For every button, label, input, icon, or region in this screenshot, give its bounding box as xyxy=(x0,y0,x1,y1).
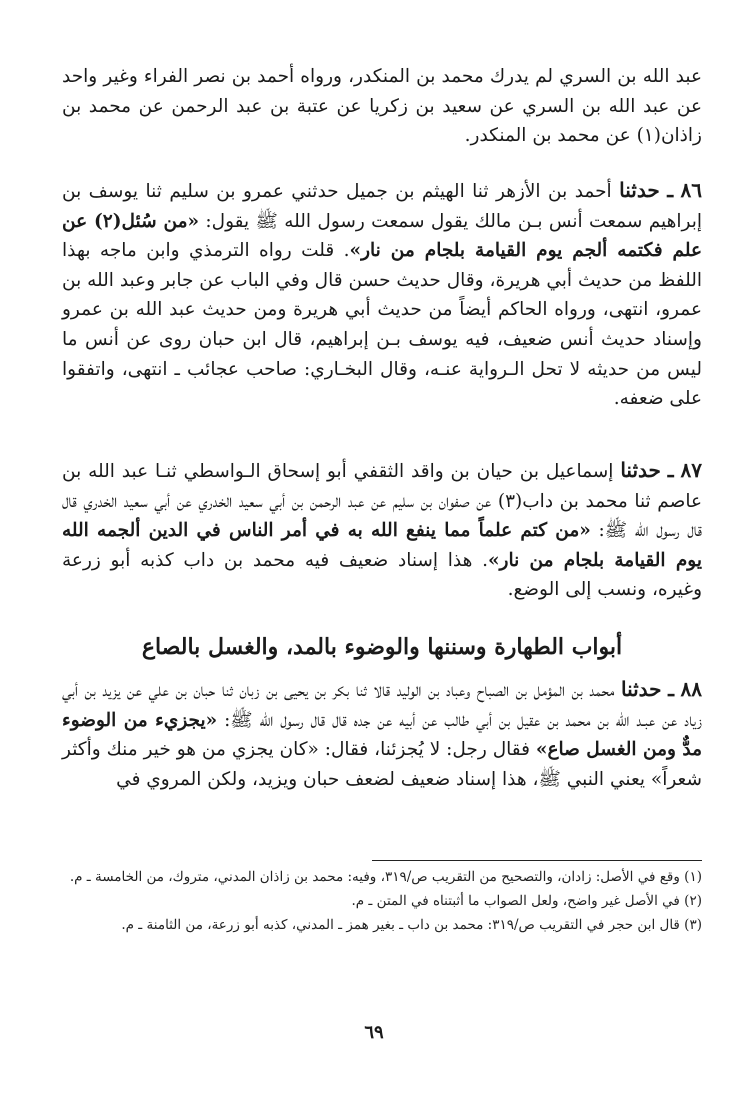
hadith-87-chain: إسماعيل بن حيان بن واقد الثقفي أبو إسحاق الـواسطي ثنـا عبد الله بن عاصم ثنا محمد بن داب(٣) عن صفوان بن سليم عن عبد الرحمن بن أبي سعيد الخدري عن أبي سعيد الخدري قال قال رسول الله ﷺ: xyxy=(62,461,702,542)
footnotes xyxy=(62,866,702,938)
hadith-87-dash: ـ xyxy=(667,458,674,482)
hadith-86-number: ٨٦ xyxy=(680,178,703,202)
intro-paragraph xyxy=(62,62,702,151)
hadith-88-chain: محمد بن المؤمل بن الصباح وعباد بن الوليد قالا ثنا بكر بن يحيى بن زبان ثنا حبان بن علي عن يزيد بن أبي زياد عن عبـد الله بن محمد بن عقيل بن أبي طالب عن أبيه عن جده قال قال رسول الله ﷺ: xyxy=(62,680,702,731)
page-number: ٦٩ xyxy=(364,1022,384,1043)
hadith-87-label: حدثنا xyxy=(620,458,661,482)
hadith-87-text xyxy=(62,456,702,605)
hadith-86-chain: أحمد بن الأزهر ثنا الهيثم بن جميل حدثني عمرو بن سليم ثنا يوسف بن إبراهيم سمعت أنس بـن مالك يقول سمعت رسول الله ﷺ يقول: xyxy=(62,181,702,232)
hadith-87-commentary: . هذا إسناد ضعيف فيه محمد بن داب كذبه أبو زرعة وغيره، ونسب إلى الوضع. xyxy=(62,549,702,601)
hadith-86-quote: «من سُئل(٢) عن علم فكتمه ألجم يوم القيامة بلجام من نار» xyxy=(62,210,702,262)
hadith-88 xyxy=(62,675,702,794)
section-heading: أبواب الطهارة وسننها والوضوء بالمد، والغسل بالصاع xyxy=(141,634,623,660)
hadith-88-label: حدثنا xyxy=(620,677,662,701)
hadith-88-commentary: فقال رجل: لا يُجزئنا، فقال: «كان يجزي من هو خير منك وأكثر شعراً» يعني النبي ﷺ، هذا إسناد ضعيف لضعف حبان ويزيد، ولكن المروي في xyxy=(62,739,702,790)
hadith-86-dash: ـ xyxy=(667,178,674,202)
hadith-87 xyxy=(62,456,702,605)
hadith-88-number: ٨٨ xyxy=(680,677,702,701)
footnote-2: (٢) في الأصل غير واضح، ولعل الصواب ما أثبتناه في المتن ـ م. xyxy=(351,893,702,909)
footnote-1: (١) وقع في الأصل: زادان، والتصحيح من التقريب ص/٣١٩، وفيه: محمد بن زاذان المدني، متروك، من الخامسة ـ م. xyxy=(69,869,702,885)
hadith-86 xyxy=(62,176,702,414)
hadith-86-label: حدثنا xyxy=(619,178,660,202)
intro-text: عبد الله بن السري لم يدرك محمد بن المنكدر، ورواه أحمد بن نصر الفراء وغير واحد عن عبد الله بن السري عن سعيد بن زكريا عن عتبة بن عبد الرحمن عن محمد بن زاذان(١) عن محمد بن المنكدر. xyxy=(62,66,702,147)
footnote-3: (٣) قال ابن حجر في التقريب ص/٣١٩: محمد بن داب ـ بغير همز ـ المدني، كذبه أبو زرعة، من الثامنة ـ م. xyxy=(121,917,702,933)
footnote-separator xyxy=(372,860,702,861)
hadith-87-quote: «من كتم علماً مما ينفع الله به في أمر الناس في الدين ألجمه الله يوم القيامة بلجام من نار» xyxy=(62,520,702,571)
hadith-87-number: ٨٧ xyxy=(680,458,702,482)
hadith-88-text xyxy=(62,675,702,794)
hadith-88-dash: ـ xyxy=(668,677,674,701)
hadith-88-quote: «يجزيء من الوضوء مدٌّ ومن الغسل صاع» xyxy=(62,709,702,761)
hadith-86-text xyxy=(62,176,702,414)
hadith-86-commentary: . قلت رواه الترمذي وابن ماجه بهذا اللفظ من حديث أبي هريرة، وقال حديث حسن قال وفي الباب عن جابر وعبد الله بن عمرو، انتهى، ورواه الحاكم أيضاً من حديث أبي هريرة ومن حديث عبد الله بن عمرو وإسناد حديث أنس ضعيف، فيه يوسف بـن إبراهيم، قال ابن حبان روى عن أنس ما ليس من حديثه لا تحل الـرواية عنـه، وقال البخـاري: صاحب عجائب ـ انتهى، واتفقوا على ضعفه. xyxy=(62,240,702,410)
